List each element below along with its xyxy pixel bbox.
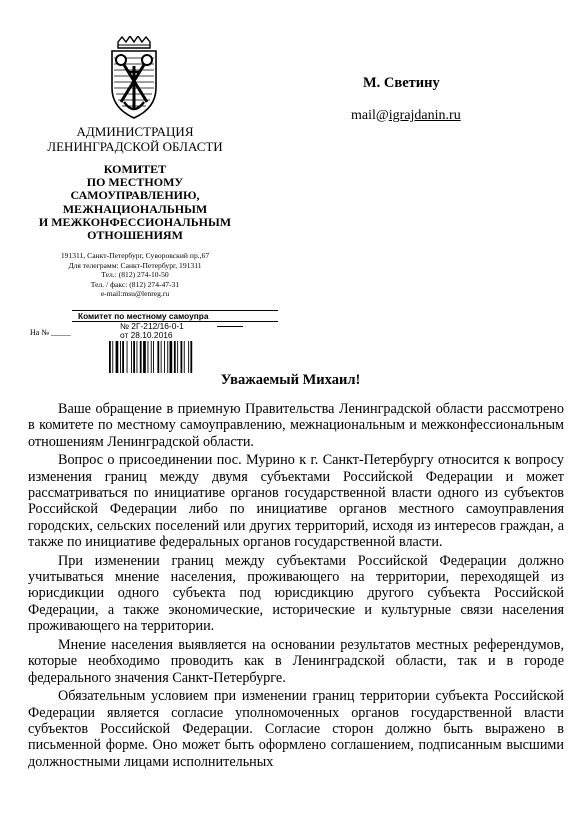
registration-stamp [72, 310, 278, 341]
address-block [30, 251, 240, 299]
greeting: Уважаемый Михаил! [220, 372, 361, 388]
reference-number: На № _____ [30, 328, 71, 337]
email-link[interactable]: igrajdanin.ru [388, 108, 461, 123]
paragraph: При изменении границ между субъектами Российской Федерации должно учитываться мнение населения, проживающего на территории, переходящей из юрисдикции одного субъекта под юрисдикцию другого субъекта Российской Федерации, а также экономические, исторические и культурные связи населения проживающего на территории. [28, 552, 564, 635]
recipient-name: М. Светину [363, 75, 440, 91]
paragraph: Вопрос о присоединении пос. Мурино к г. Санкт-Петербургу относится к вопросу изменения границ между двумя субъектами Российской Федерации и может рассматриваться по инициативе органов государственной власти одного из субъектов Российской Федерации либо по инициативе органов местного самоуправления городских, сельских поселений или других территорий, исходя из интересов граждан, а также по инициативе федеральных органов государственной власти. [28, 452, 564, 550]
address-line: 191311, Санкт-Петербург, Суворовский пр.,67 [60, 251, 210, 260]
email-line: e-mail:msu@lenreg.ru [100, 289, 170, 299]
paragraph: Мнение населения выявляется на основании результатов местных референдумов, которые необходимо проводить как в Ленинградской области, так и в городе федерального значения Санкт-Петербурге. [28, 636, 564, 686]
recipient-email [351, 108, 461, 124]
stamp-committee: Комитет по местному самоупра [72, 310, 278, 322]
admin-line-1: АДМИНИСТРАЦИЯ [76, 124, 194, 139]
address-line: Для телеграмм: Санкт-Петербург, 191311 [68, 260, 202, 270]
paragraph: Обязательным условием при изменении границ территории субъекта Российской Федерации является согласие уполномоченных органов государственной власти субъектов Российской Федерации. Согласие сторон должно быть выражено в письменной форме. Оно может быть оформлено соглашением, подписанным высшими должностными лицами исполнительных [28, 688, 564, 770]
committee-line: КОМИТЕТ [103, 162, 167, 176]
phone-line: Тел.: (812) 274-10-50 [101, 270, 169, 280]
committee-line: ОТНОШЕНИЯМ [87, 228, 183, 243]
committee-title [30, 163, 240, 242]
committee-line: МЕЖНАЦИОНАЛЬНЫМ [62, 201, 208, 216]
letter-body [28, 401, 564, 773]
committee-line: И МЕЖКОНФЕССИОНАЛЬНЫМ [38, 214, 232, 229]
stamp-number: № 2Г-212/16-0-1 [120, 321, 184, 331]
barcode-image [109, 341, 219, 373]
administration-title [30, 124, 240, 154]
paragraph: Ваше обращение в приемную Правительства Ленинградской области рассмотрено в комитете по местному самоуправлению, межнациональным и межконфессиональным отношениям Ленинградской области. [28, 401, 564, 450]
fax-line: Тел. / факс: (812) 274-47-31 [90, 279, 180, 289]
coat-of-arms-emblem [108, 36, 160, 122]
admin-line-2: ЛЕНИНГРАДСКОЙ ОБЛАСТИ [47, 139, 223, 154]
reference-underline [217, 326, 243, 327]
committee-line: ПО МЕСТНОМУ [86, 175, 184, 190]
committee-line: САМОУПРАВЛЕНИЮ, [70, 188, 200, 203]
stamp-date: от 28.10.2016 [120, 330, 173, 341]
reference-label: На № [30, 328, 49, 337]
email-prefix: mail@ [351, 108, 389, 123]
